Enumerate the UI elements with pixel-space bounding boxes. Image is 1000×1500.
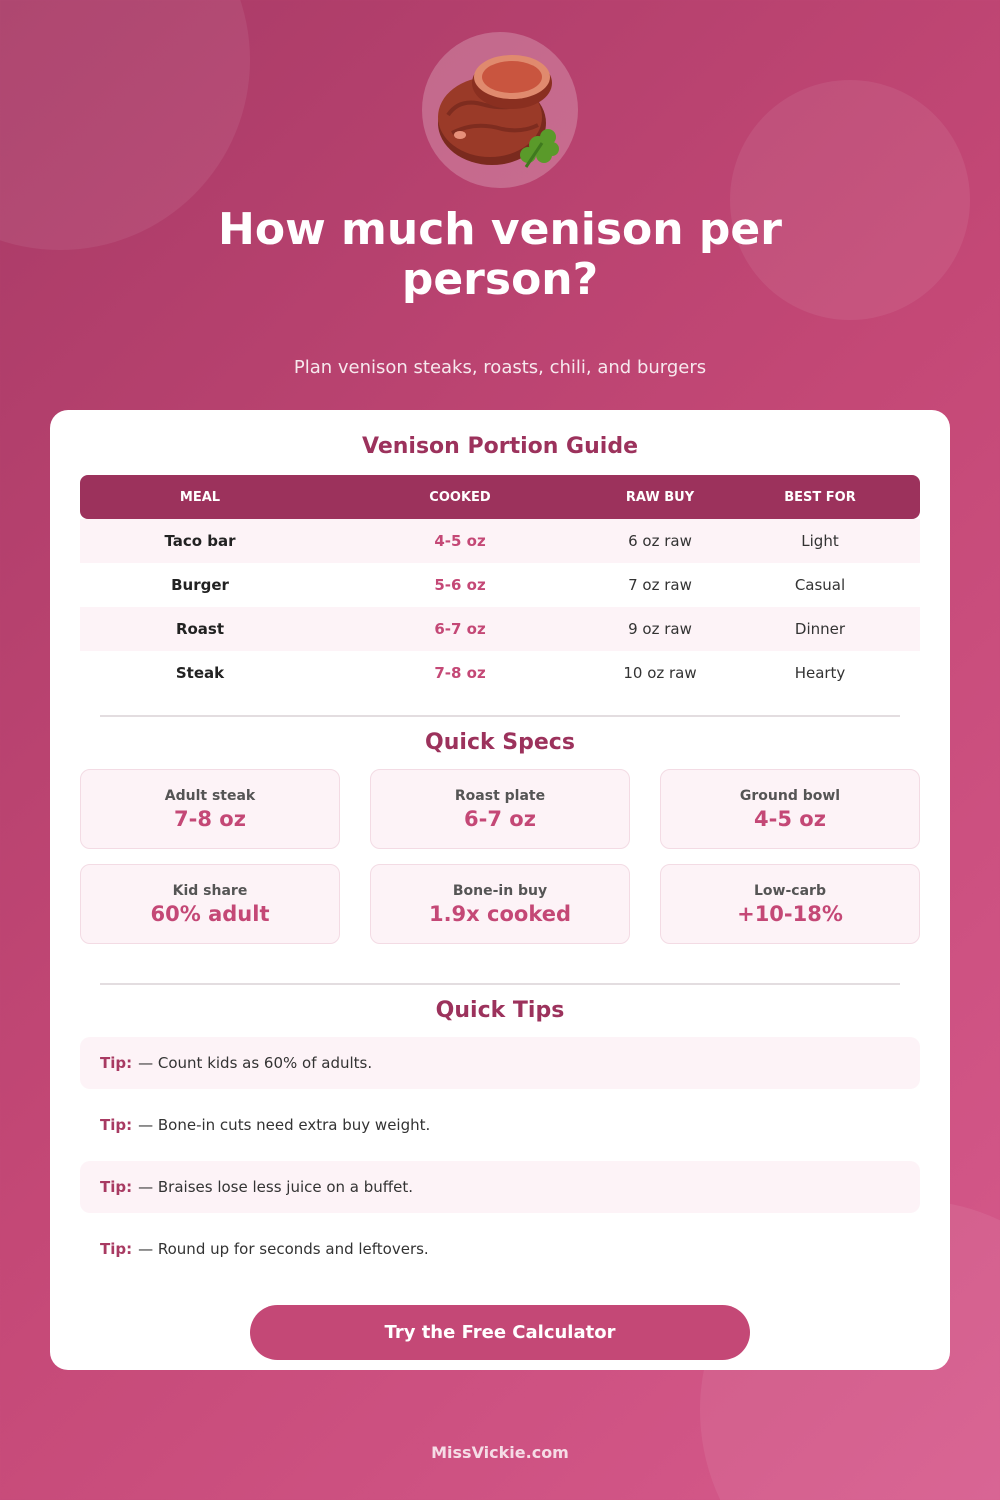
column-header: COOKED: [429, 489, 491, 505]
spec-label: Kid share: [172, 883, 248, 899]
best-for-cell: Dinner: [794, 620, 846, 638]
spec-card: [80, 769, 340, 849]
table-row: [80, 563, 920, 607]
spec-label: Adult steak: [164, 788, 256, 804]
spec-label: Ground bowl: [739, 788, 841, 804]
tip-text: — Count kids as 60% of adults.: [138, 1054, 373, 1072]
tip-item: [80, 1223, 920, 1275]
spec-value: 6-7 oz: [464, 807, 536, 831]
spec-card: [370, 864, 630, 944]
tip-text: — Bone-in cuts need extra buy weight.: [138, 1116, 431, 1134]
portion-table: [80, 475, 920, 695]
quick-tips-title: Quick Tips: [435, 998, 565, 1023]
cooked-cell: 7-8 oz: [434, 664, 486, 682]
table-row: [80, 607, 920, 651]
spec-value: 7-8 oz: [174, 807, 246, 831]
spec-label: Roast plate: [454, 788, 546, 804]
meal-cell: Burger: [171, 576, 229, 594]
raw-cell: 10 oz raw: [623, 664, 697, 682]
tip-label: Tip:: [100, 1178, 133, 1196]
tip-label: Tip:: [100, 1240, 133, 1258]
tip-text: — Round up for seconds and leftovers.: [138, 1240, 429, 1258]
spec-value: 1.9x cooked: [428, 902, 572, 926]
section-divider: [100, 715, 900, 717]
portion-guide-title: Venison Portion Guide: [362, 434, 638, 459]
footer-brand[interactable]: MissVickie.com: [431, 1443, 569, 1462]
raw-cell: 9 oz raw: [628, 620, 692, 638]
spec-value: 4-5 oz: [754, 807, 826, 831]
page-title: How much venison per person?: [218, 204, 782, 305]
section-divider: [100, 983, 900, 985]
table-header: [80, 475, 920, 519]
hero-icon-circle: [422, 32, 578, 188]
table-row: [80, 519, 920, 563]
cooked-cell: 6-7 oz: [434, 620, 486, 638]
calculator-button[interactable]: Try the Free Calculator: [250, 1305, 750, 1360]
tip-text: — Braises lose less juice on a buffet.: [138, 1178, 414, 1196]
spec-value: 60% adult: [150, 902, 270, 926]
spec-label: Low-carb: [754, 883, 826, 899]
spec-value: +10-18%: [737, 902, 843, 926]
tip-item: [80, 1037, 920, 1089]
column-header: BEST FOR: [784, 489, 856, 505]
cooked-cell: 4-5 oz: [434, 532, 486, 550]
quick-specs-title: Quick Specs: [425, 730, 575, 755]
raw-cell: 7 oz raw: [628, 576, 692, 594]
best-for-cell: Light: [801, 532, 839, 550]
spec-card: [80, 864, 340, 944]
spec-card: [370, 769, 630, 849]
tip-label: Tip:: [100, 1054, 133, 1072]
raw-cell: 6 oz raw: [628, 532, 692, 550]
best-for-cell: Casual: [794, 576, 846, 594]
content-card: [50, 410, 950, 1370]
meal-cell: Roast: [175, 620, 225, 638]
spec-card: [660, 864, 920, 944]
tip-item: [80, 1161, 920, 1213]
steak-icon: [430, 45, 570, 175]
meal-cell: Taco bar: [164, 532, 236, 550]
column-header: RAW BUY: [625, 489, 695, 505]
tip-item: [80, 1099, 920, 1151]
meal-cell: Steak: [175, 664, 225, 682]
spec-card: [660, 769, 920, 849]
page-subtitle: Plan venison steaks, roasts, chili, and burgers: [293, 357, 707, 378]
cooked-cell: 5-6 oz: [434, 576, 486, 594]
spec-label: Bone-in buy: [452, 883, 548, 899]
best-for-cell: Hearty: [794, 664, 846, 682]
table-row: [80, 651, 920, 695]
column-header: MEAL: [179, 489, 221, 505]
tip-label: Tip:: [100, 1116, 133, 1134]
